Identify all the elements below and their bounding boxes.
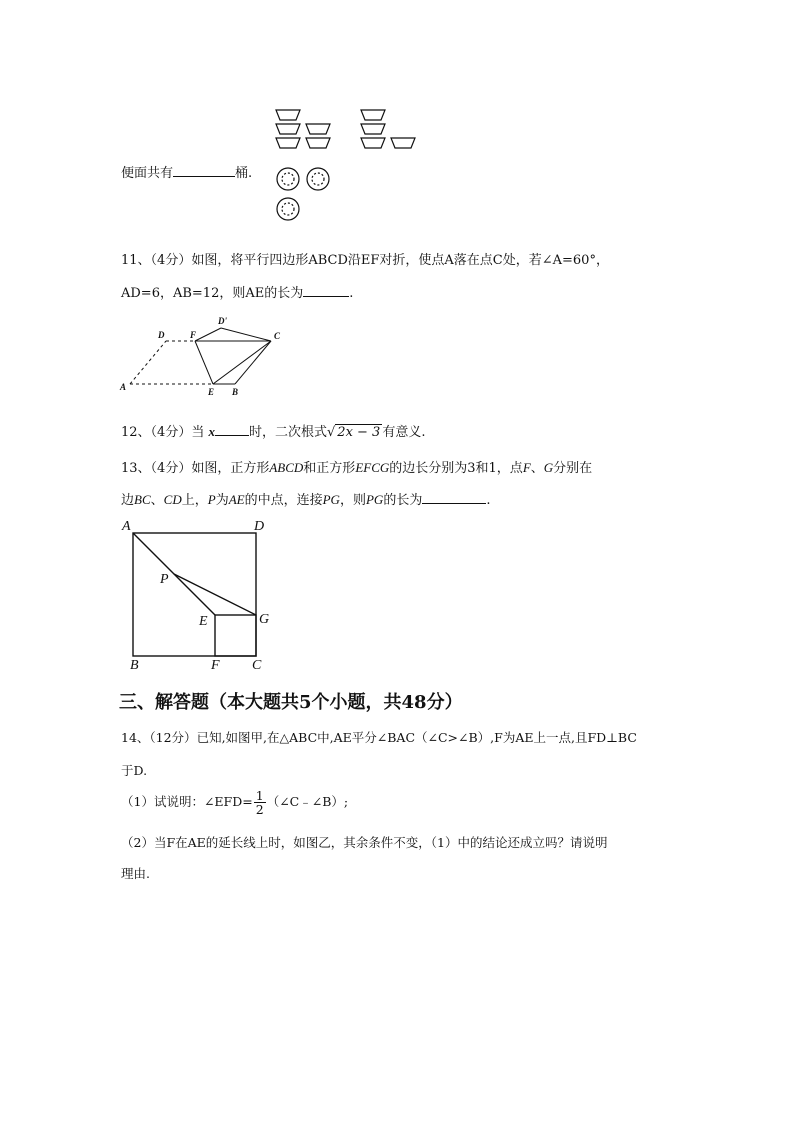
q13-answer-blank[interactable] — [422, 491, 486, 504]
q13-square-figure — [118, 515, 278, 675]
fig11-label-d: D — [158, 330, 165, 340]
q11-line1 — [121, 249, 609, 268]
q10-prefix: 便面共有 — [121, 166, 174, 181]
q13-text: 、 — [150, 493, 164, 508]
q12-line — [121, 421, 425, 440]
q14-part1 — [121, 788, 348, 816]
q10-suffix: 桶. — [235, 166, 253, 181]
q11-text2a: AD=6，AB=12，则AE的长为 — [121, 286, 304, 301]
q14-line2: 于D. — [121, 763, 148, 778]
q13-text: 上， — [181, 493, 208, 508]
fig11-label-b: B — [232, 387, 239, 397]
q14-frac-den: 2 — [255, 802, 264, 817]
q13-line1 — [121, 457, 592, 476]
section-3-title: 三、解答题（本大题共5个小题，共48分） — [119, 692, 463, 713]
q13-label: 13、（4分） — [121, 461, 192, 476]
fig13-label-p: P — [160, 572, 169, 587]
q13-text: 分别在 — [553, 461, 593, 476]
q14-part1-b: （∠C﹣∠B）; — [266, 794, 349, 809]
fig11-label-d-prime: D' — [218, 316, 227, 326]
q12-label: 12、（4分） — [121, 425, 192, 440]
q13-math-ae: AE — [228, 492, 245, 507]
q14-line1 — [121, 728, 637, 746]
q13-math-p: P — [207, 492, 216, 507]
fig13-label-b: B — [130, 658, 139, 673]
fig11-label-e: E — [208, 387, 215, 397]
q13-math-cd: CD — [163, 492, 182, 507]
q14-part2-line1: （2）当F在AE的延长线上时，如图乙，其余条件不变，（1）中的结论还成立吗？请说明 — [121, 835, 608, 850]
q13-math-g: G — [543, 460, 554, 475]
q12-answer-blank[interactable] — [215, 423, 249, 436]
fig13-label-e: E — [199, 614, 208, 629]
q11-answer-blank[interactable] — [303, 284, 349, 297]
q14-part2-line2: 理由. — [121, 866, 150, 881]
q10-answer-blank[interactable] — [173, 164, 235, 177]
fig11-label-c: C — [274, 331, 281, 341]
q11-text1: 如图，将平行四边形ABCD沿EF对折，使点A落在点C处，若∠A=60°， — [191, 253, 609, 268]
q13-text: 边 — [121, 493, 135, 508]
fig11-label-a: A — [120, 382, 127, 392]
q13-text: 的边长分别为3和1，点 — [389, 461, 523, 476]
q12-t1: 当 — [191, 425, 205, 440]
q12-sqrt-sign: √ — [327, 425, 336, 440]
q12-t3: 有意义. — [382, 425, 426, 440]
q10-text — [121, 162, 252, 181]
q14-frac-num: 1 — [255, 788, 264, 803]
q13-text: 为 — [215, 493, 229, 508]
fig13-label-f: F — [211, 658, 220, 673]
q13-text: ，则 — [339, 493, 366, 508]
fig13-label-d: D — [254, 519, 265, 534]
q11-line2 — [121, 282, 353, 301]
bucket-stack-figure — [270, 106, 420, 224]
q13-text: 如图，正方形 — [191, 461, 270, 476]
q14-fraction — [254, 789, 266, 816]
q12-t2: 时，二次根式 — [248, 425, 327, 440]
q13-math-f: F — [522, 460, 531, 475]
q12-var: x — [208, 424, 215, 439]
q13-text: 和正方形 — [303, 461, 356, 476]
q13-text: 、 — [530, 461, 544, 476]
q13-math-pg: PG — [365, 492, 384, 507]
q14-label: 14、（12分） — [121, 730, 197, 745]
q13-math-efcg: EFCG — [355, 460, 390, 475]
q13-math-abcd: ABCD — [269, 460, 304, 475]
fig13-label-g: G — [259, 612, 270, 627]
q13-text: . — [486, 493, 491, 508]
q13-line2 — [121, 489, 490, 508]
fig13-label-a: A — [122, 519, 131, 534]
q11-text2b: . — [349, 286, 354, 301]
q13-math-pg: PG — [322, 492, 340, 507]
q14-text1: 已知,如图甲,在△ABC中,AE平分∠BAC（∠C>∠B）,F为AE上一点,且FD⊥BC — [196, 730, 637, 745]
q13-text: 的长为 — [383, 493, 423, 508]
q12-radicand: 2x − 3 — [337, 425, 381, 440]
fig13-label-c: C — [252, 658, 262, 673]
q13-math-bc: BC — [134, 492, 151, 507]
fig11-label-f: F — [190, 330, 197, 340]
q13-text: 的中点，连接 — [244, 493, 323, 508]
q14-part1-a: （1）试说明：∠EFD= — [121, 794, 253, 809]
q11-label: 11、（4分） — [121, 253, 192, 268]
q11-parallelogram-figure — [118, 314, 296, 400]
